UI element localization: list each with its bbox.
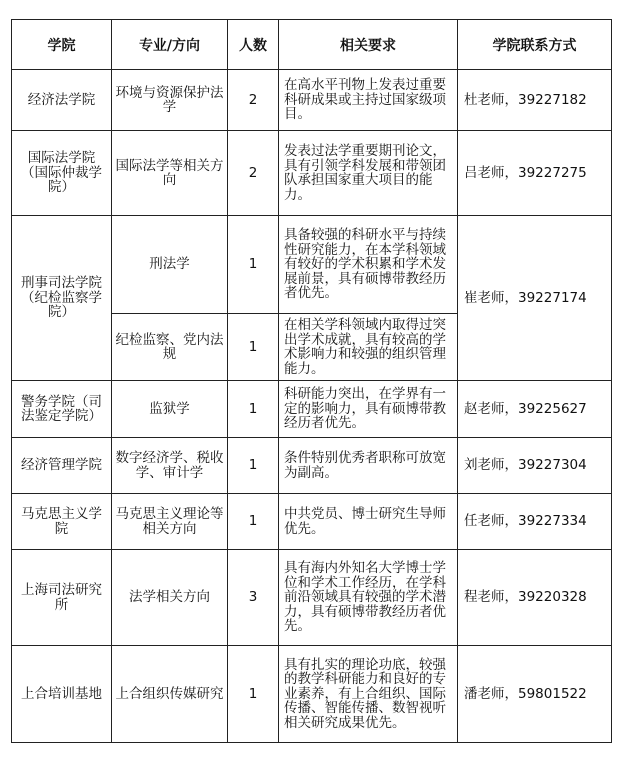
college-cell: 经济法学院 — [12, 70, 112, 131]
requirement-cell: 科研能力突出，在学界有一定的影响力，具有硕博带教经历者优先。 — [279, 381, 458, 438]
major-cell: 马克思主义理论等相关方向 — [112, 494, 228, 550]
table-row — [12, 381, 612, 438]
count-cell: 1 — [228, 381, 279, 438]
table-row — [12, 131, 612, 216]
requirement-cell: 具有扎实的理论功底，较强的教学科研能力和良好的专业素养，有上合组织、国际传播、智能传播、数智视听相关研究成果优先。 — [279, 646, 458, 743]
count-cell: 1 — [228, 438, 279, 494]
count-cell: 3 — [228, 550, 279, 646]
header-major: 专业/方向 — [112, 20, 228, 70]
header-contact: 学院联系方式 — [458, 20, 612, 70]
count-cell: 1 — [228, 646, 279, 743]
major-cell: 刑法学 — [112, 216, 228, 314]
major-cell: 数字经济学、税收学、审计学 — [112, 438, 228, 494]
table-row — [12, 70, 612, 131]
requirement-cell: 在相关学科领域内取得过突出学术成就，具有较高的学术影响力和较强的组织管理能力。 — [279, 314, 458, 381]
count-cell: 1 — [228, 216, 279, 314]
college-cell: 警务学院（司法鉴定学院） — [12, 381, 112, 438]
major-cell: 上合组织传媒研究 — [112, 646, 228, 743]
major-cell: 法学相关方向 — [112, 550, 228, 646]
recruitment-table — [11, 19, 612, 743]
header-college: 学院 — [12, 20, 112, 70]
table-row — [12, 646, 612, 743]
table-row — [12, 216, 612, 314]
major-cell: 监狱学 — [112, 381, 228, 438]
contact-cell: 吕老师，39227275 — [458, 131, 612, 216]
college-cell: 国际法学院（国际仲裁学院） — [12, 131, 112, 216]
college-cell: 上合培训基地 — [12, 646, 112, 743]
requirement-cell: 发表过法学重要期刊论文，具有引领学科发展和带领团队承担国家重大项目的能力。 — [279, 131, 458, 216]
major-cell: 纪检监察、党内法规 — [112, 314, 228, 381]
contact-cell: 任老师，39227334 — [458, 494, 612, 550]
major-cell: 国际法学等相关方向 — [112, 131, 228, 216]
count-cell: 1 — [228, 494, 279, 550]
contact-cell: 崔老师，39227174 — [458, 216, 612, 381]
requirement-cell: 在高水平刊物上发表过重要科研成果或主持过国家级项目。 — [279, 70, 458, 131]
contact-cell: 赵老师，39225627 — [458, 381, 612, 438]
contact-cell: 刘老师，39227304 — [458, 438, 612, 494]
table-row — [12, 438, 612, 494]
header-count: 人数 — [228, 20, 279, 70]
requirement-cell: 条件特别优秀者职称可放宽为副高。 — [279, 438, 458, 494]
header-requirement: 相关要求 — [279, 20, 458, 70]
college-cell: 马克思主义学院 — [12, 494, 112, 550]
requirement-cell: 具备较强的科研水平与持续性研究能力，在本学科领域有较好的学术积累和学术发展前景，具有硕博带教经历者优先。 — [279, 216, 458, 314]
table-row — [12, 494, 612, 550]
college-cell: 刑事司法学院（纪检监察学院） — [12, 216, 112, 381]
contact-cell: 潘老师，59801522 — [458, 646, 612, 743]
college-cell: 经济管理学院 — [12, 438, 112, 494]
header-row — [12, 20, 612, 70]
contact-cell: 杜老师，39227182 — [458, 70, 612, 131]
contact-cell: 程老师，39220328 — [458, 550, 612, 646]
table-row — [12, 550, 612, 646]
major-cell: 环境与资源保护法学 — [112, 70, 228, 131]
requirement-cell: 中共党员、博士研究生导师优先。 — [279, 494, 458, 550]
count-cell: 2 — [228, 131, 279, 216]
requirement-cell: 具有海内外知名大学博士学位和学术工作经历，在学科前沿领域具有较强的学术潜力，具有硕博带教经历者优先。 — [279, 550, 458, 646]
college-cell: 上海司法研究所 — [12, 550, 112, 646]
count-cell: 1 — [228, 314, 279, 381]
count-cell: 2 — [228, 70, 279, 131]
